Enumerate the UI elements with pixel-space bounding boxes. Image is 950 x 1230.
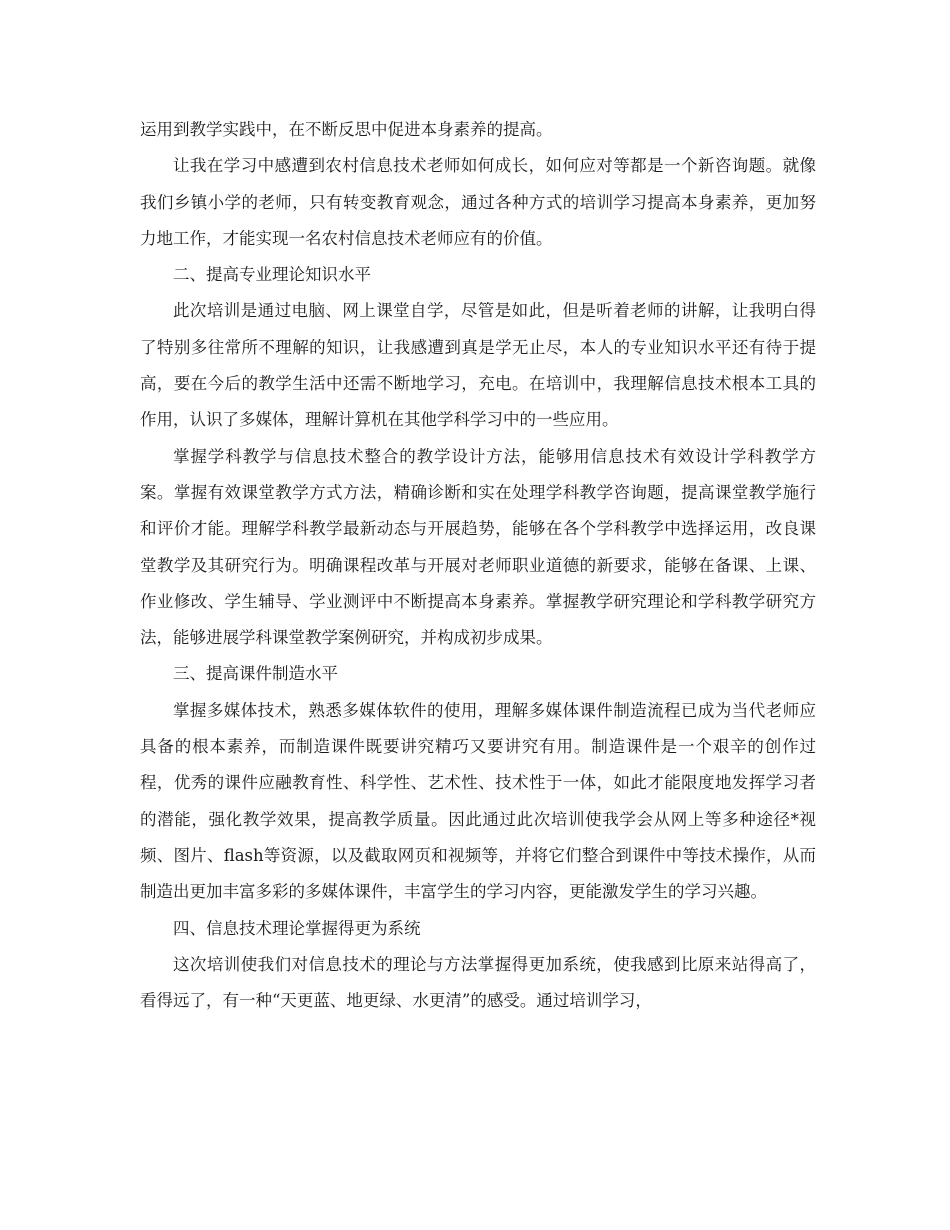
section-heading: 四、信息技术理论掌握得更为系统 bbox=[173, 918, 421, 938]
document-body bbox=[140, 112, 816, 1019]
section-heading: 二、提高专业理论知识水平 bbox=[173, 265, 371, 285]
section-heading: 三、提高课件制造水平 bbox=[173, 664, 338, 684]
paragraph: 这次培训使我们对信息技术的理论与方法掌握得更加系统，使我感到比原来站得高了，看得远了，有一种“天更蓝、地更绿、水更清”的感受。通过培训学习， bbox=[140, 954, 816, 1011]
paragraph: 此次培训是通过电脑、网上课堂自学，尽管是如此，但是听着老师的讲解，让我明白得了特别多往常所不理解的知识，让我感遭到真是学无止尽，本人的专业知识水平还有待于提高，要在今后的教学生活中还需不断地学习，充电。在培训中，我理解信息技术根本工具的作用，认识了多媒体，理解计算机在其他学科学习中的一些应用。 bbox=[140, 301, 816, 430]
paragraph: 掌握多媒体技术，熟悉多媒体软件的使用，理解多媒体课件制造流程已成为当代老师应具备的根本素养，而制造课件既要讲究精巧又要讲究有用。制造课件是一个艰辛的创作过程，优秀的课件应融教育性、科学性、艺术性、技术性于一体，如此才能限度地发挥学习者的潜能，强化教学效果，提高教学质量。因此通过此次培训使我学会从网上等多种途径*视频、图片、flash等资源，以及截取网页和视频等，并将它们整合到课件中等技术操作，从而制造出更加丰富多彩的多媒体课件，丰富学生的学习内容，更能激发学生的学习兴趣。 bbox=[140, 700, 816, 902]
paragraph: 掌握学科教学与信息技术整合的教学设计方法，能够用信息技术有效设计学科教学方案。掌握有效课堂教学方式方法，精确诊断和实在处理学科教学咨询题，提高课堂教学施行和评价才能。理解学科教学最新动态与开展趋势，能够在各个学科教学中选择运用，改良课堂教学及其研究行为。明确课程改革与开展对老师职业道德的新要求，能够在备课、上课、作业修改、学生辅导、学业测评中不断提高本身素养。掌握教学研究理论和学科教学研究方法，能够进展学科课堂教学案例研究，并构成初步成果。 bbox=[140, 446, 816, 648]
paragraph: 运用到教学实践中，在不断反思中促进本身素养的提高。 bbox=[140, 120, 553, 139]
paragraph: 让我在学习中感遭到农村信息技术老师如何成长，如何应对等都是一个新咨询题。就像我们乡镇小学的老师，只有转变教育观念，通过各种方式的培训学习提高本身素养，更加努力地工作，才能实现一名农村信息技术老师应有的价值。 bbox=[140, 156, 816, 248]
